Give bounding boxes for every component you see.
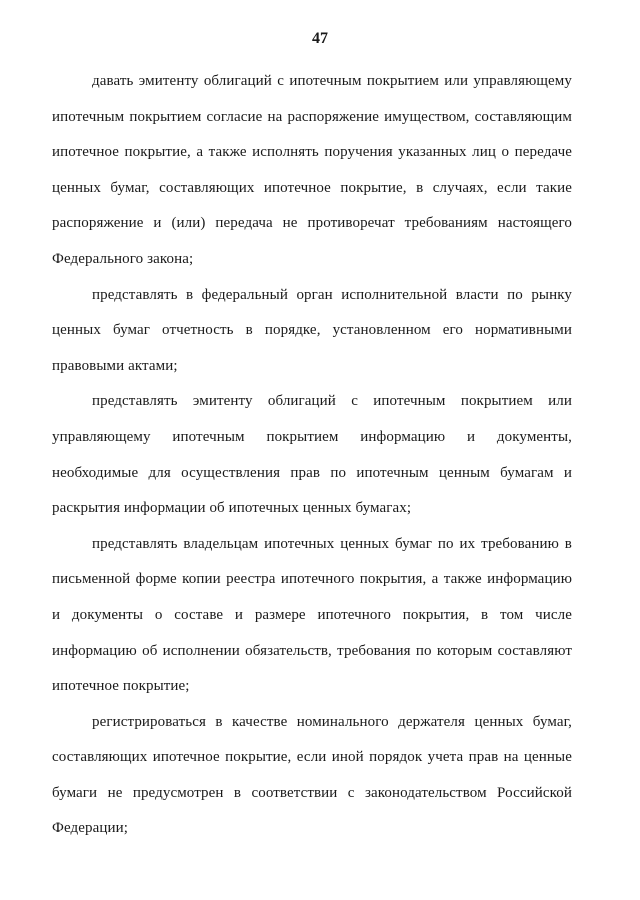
paragraph-3 [52,384,572,526]
text-line: правовыми актами; [52,357,178,374]
text-line: составляющих ипотечное покрытие, если иной порядок учета прав на ценные [52,749,572,766]
text-line: ипотечное покрытие; [52,678,190,695]
paragraph-4 [52,527,572,705]
text-line: необходимые для осуществления прав по ипотечным ценным бумагам и [52,464,572,481]
text-line: ипотечным покрытием согласие на распоряжение имуществом, составляющим [52,108,572,125]
text-line: ценных бумаг отчетность в порядке, установленном его нормативными [52,322,572,339]
text-line: ипотечное покрытие, а также исполнять поручения указанных лиц о передаче [52,144,572,161]
text-line: раскрытия информации об ипотечных ценных бумагах; [52,500,412,517]
text-line: письменной форме копии реестра ипотечного покрытия, а также информацию [52,571,572,588]
text-line: Федерации; [52,820,129,837]
text-line: представлять в федеральный орган исполнительной власти по рынку [92,286,572,303]
text-line: информацию об исполнении обязательств, требования по которым составляют [52,642,572,659]
text-line: ценных бумаг, составляющих ипотечное покрытие, в случаях, если такие [52,179,572,196]
document-body [52,64,572,847]
paragraph-5 [52,705,572,847]
text-line: и документы о составе и размере ипотечного покрытия, в том числе [52,606,572,623]
page-number: 47 [312,30,328,47]
text-line: представлять эмитенту облигаций с ипотечным покрытием или [92,393,572,410]
text-line: бумаги не предусмотрен в соответствии с законодательством Российской [52,784,572,801]
text-line: регистрироваться в качестве номинального держателя ценных бумаг, [92,713,572,730]
text-line: давать эмитенту облигаций с ипотечным покрытием или управляющему [92,73,572,89]
text-line: распоряжение и (или) передача не противоречат требованиям настоящего [52,215,572,232]
paragraph-1 [52,64,572,278]
text-line: управляющему ипотечным покрытием информацию и документы, [52,428,572,445]
paragraph-2 [52,278,572,385]
text-line: Федерального закона; [52,250,194,267]
text-line: представлять владельцам ипотечных ценных бумаг по их требованию в [92,535,572,552]
